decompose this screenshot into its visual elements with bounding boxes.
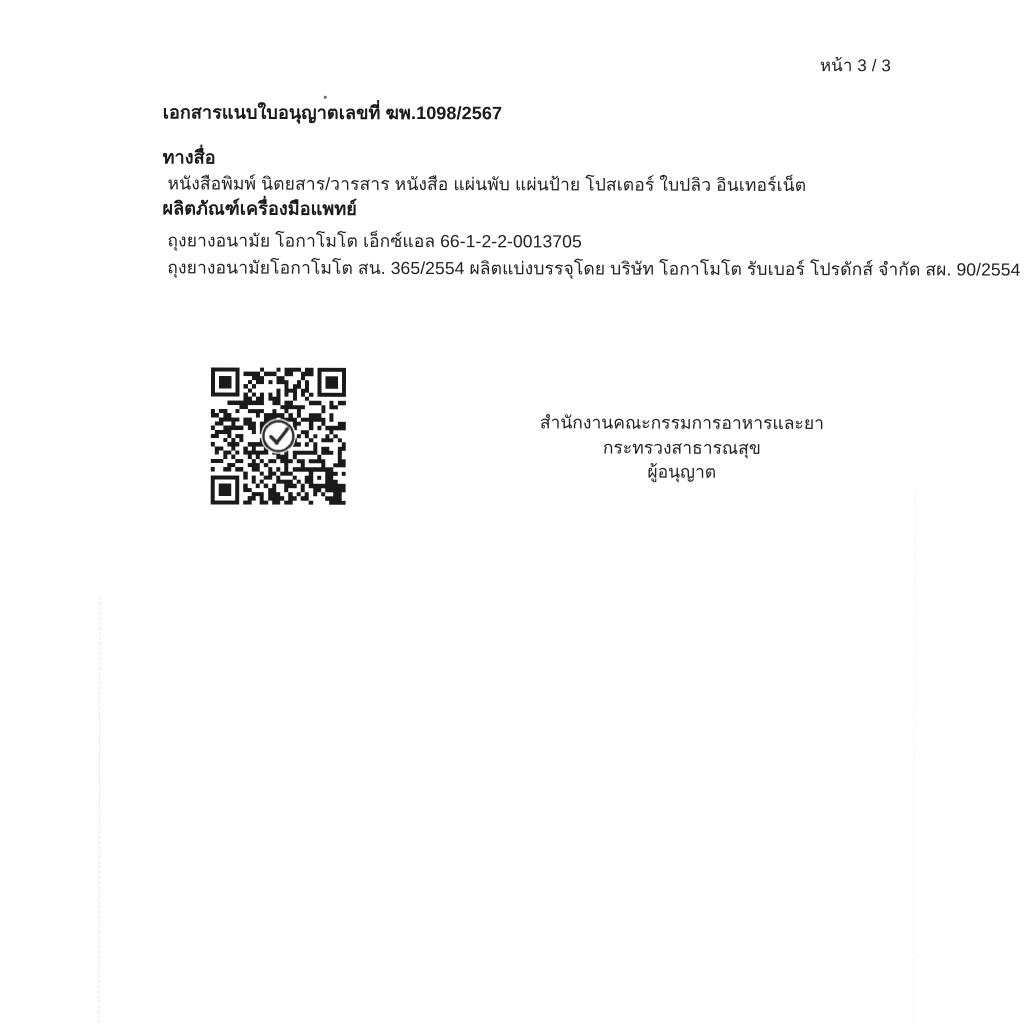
qr-code <box>211 367 346 504</box>
authorizer-label: ผู้อนุญาต <box>647 461 717 482</box>
media-list: หนังสือพิมพ์ นิตยสาร/วารสาร หนังสือ แผ่นพับ แผ่นป้าย โปสเตอร์ ใบปลิว อินเทอร์เน็ต <box>167 173 807 196</box>
product-line: ถุงยางอนามัยโอกาโมโต สน. 365/2554 ผลิตแบ่งบรรจุโดย บริษัท โอกาโมโต รับเบอร์ โปรดักส์ จำกัด สผ. 90/2554 <box>167 257 1021 280</box>
product-section-heading: ผลิตภัณฑ์เครื่องมือแพทย์ <box>162 198 357 219</box>
issuing-organization: สำนักงานคณะกรรมการอาหารและยา <box>539 412 824 434</box>
scan-artifact-speck <box>324 96 327 99</box>
scan-artifact-line <box>98 597 100 1023</box>
product-line: ถุงยางอนามัย โอกาโมโต เอ็กซ์แอล 66-1-2-2-0013705 <box>167 230 582 252</box>
media-section-heading: ทางสื่อ <box>162 147 216 168</box>
page-number: หน้า 3 / 3 <box>819 56 891 76</box>
scan-artifact-line <box>913 491 915 1024</box>
ministry-name: กระทรวงสาธารณสุข <box>602 437 761 458</box>
document-title: เอกสารแนบใบอนุญาตเลขที่ ฆพ.1098/2567 <box>162 102 503 124</box>
qr-code-image <box>211 367 346 504</box>
signature-block <box>507 410 857 485</box>
